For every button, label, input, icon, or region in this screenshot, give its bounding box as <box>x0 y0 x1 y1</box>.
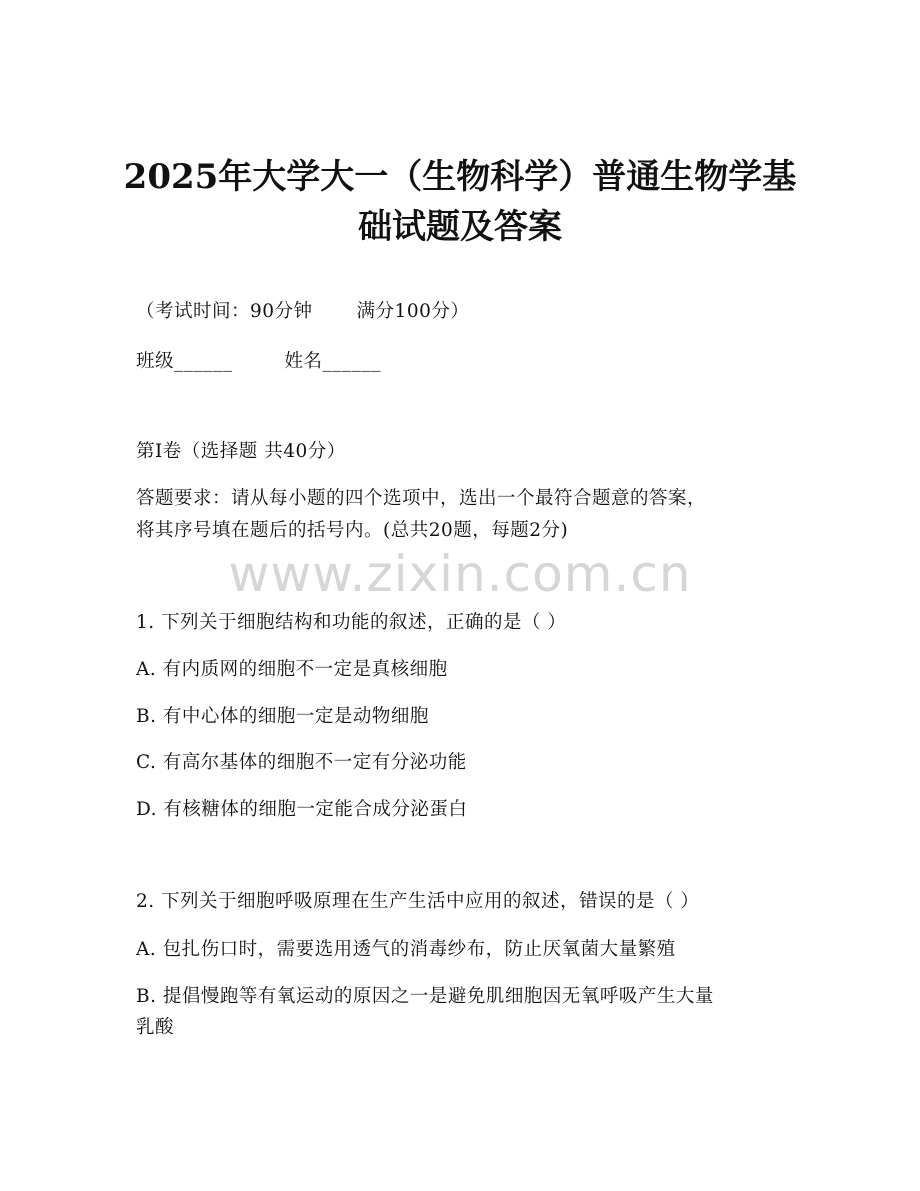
question-2-option-a: A. 包扎伤口时，需要选用透气的消毒纱布，防止厌氧菌大量繁殖 <box>136 939 676 960</box>
exam-time: （考试时间：90分钟 <box>136 301 313 322</box>
question-2-option-b-continued: 乳酸 <box>136 1017 175 1038</box>
instructions-line-2: 将其序号填在题后的括号内。(总共20题，每题2分) <box>136 520 569 541</box>
document-title-line-2: 础试题及答案 <box>358 207 562 247</box>
instructions-line-1: 答题要求：请从每小题的四个选项中，选出一个最符合题意的答案， <box>136 488 707 509</box>
section-heading: 第I卷（选择题 共40分） <box>136 441 346 462</box>
document-title-line-1: 2025年大学大一（生物科学）普通生物学基 <box>123 157 797 197</box>
question-2-option-b: B. 提倡慢跑等有氧运动的原因之一是避免肌细胞因无氧呼吸产生大量 <box>136 986 714 1007</box>
question-1-stem: 1. 下列关于细胞结构和功能的叙述，正确的是（ ） <box>136 612 567 633</box>
student-info <box>136 348 381 376</box>
question-1-option-b: B. 有中心体的细胞一定是动物细胞 <box>136 706 429 727</box>
question-1-option-c: C. 有高尔基体的细胞不一定有分泌功能 <box>136 752 467 773</box>
question-2-stem: 2. 下列关于细胞呼吸原理在生产生活中应用的叙述，错误的是（ ） <box>136 891 700 912</box>
question-1-option-d: D. 有核糖体的细胞一定能合成分泌蛋白 <box>136 799 468 820</box>
watermark: www.zixin.com.cn <box>228 545 692 603</box>
exam-full-score: 满分100分） <box>356 301 470 322</box>
class-field-label: 班级______ <box>136 351 233 372</box>
name-field-label: 姓名______ <box>284 351 382 372</box>
exam-info <box>136 298 469 326</box>
question-1-option-a: A. 有内质网的细胞不一定是真核细胞 <box>136 659 448 680</box>
